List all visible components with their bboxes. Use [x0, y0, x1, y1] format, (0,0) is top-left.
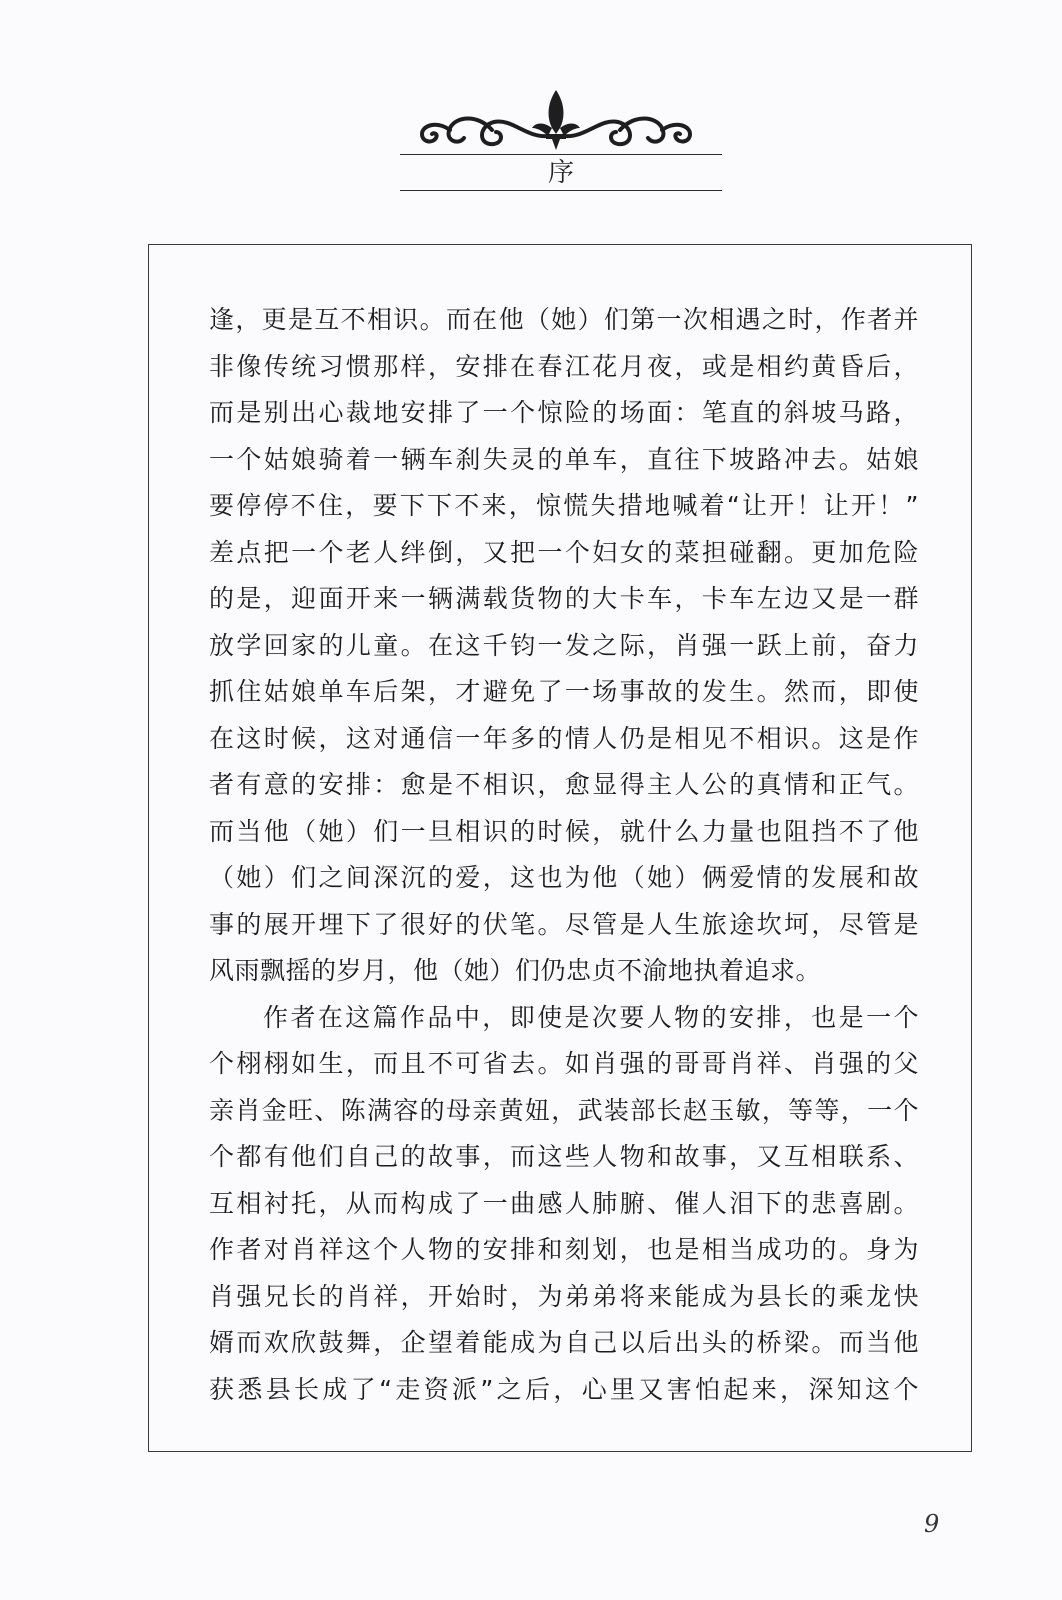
- text-line: 一个姑娘骑着一辆车刹失灵的单车，直往下坡路冲去。姑娘: [209, 444, 919, 474]
- text-frame: [148, 244, 972, 1452]
- text-line: 逢，更是互不相识。而在他（她）们第一次相遇之时，作者并: [209, 305, 919, 334]
- text-line: 事的展开埋下了很好的伏笔。尽管是人生旅途坎坷，尽管是: [209, 909, 919, 939]
- text-line: 抓住姑娘单车后架，才避免了一场事故的发生。然而，即使: [209, 677, 919, 706]
- fleur-de-lis-ornament-icon: [416, 88, 696, 154]
- text-line: 互相衬托，从而构成了一曲感人肺腑、催人泪下的悲喜剧。: [209, 1188, 919, 1218]
- section-title: 序: [547, 158, 574, 188]
- text-line: 个栩栩如生，而且不可省去。如肖强的哥哥肖祥、肖强的父: [209, 1049, 919, 1078]
- text-line: 个都有他们自己的故事，而这些人物和故事，又互相联系、: [209, 1142, 919, 1171]
- text-line: 非像传统习惯那样，安排在春江花月夜，或是相约黄昏后，: [209, 351, 919, 381]
- body-text: [209, 297, 919, 1413]
- title-bottom-rule: [400, 190, 722, 191]
- text-line: 肖强兄长的肖祥，开始时，为弟弟将来能成为县长的乘龙快: [209, 1281, 919, 1311]
- text-line: 亲肖金旺、陈满容的母亲黄妞，武装部长赵玉敏，等等，一个: [209, 1095, 919, 1125]
- text-line: 作者在这篇作品中，即使是次要人物的安排，也是一个: [263, 1002, 919, 1032]
- text-line: 而是别出心裁地安排了一个惊险的场面：笔直的斜坡马路，: [209, 398, 919, 427]
- text-line: （她）们之间深沉的爱，这也为他（她）俩爱情的发展和故: [209, 863, 919, 892]
- text-line: 差点把一个老人绊倒，又把一个妇女的菜担碰翻。更加危险: [209, 537, 919, 567]
- text-line: 而当他（她）们一旦相识的时候，就什么力量也阻挡不了他: [209, 816, 919, 846]
- text-line: 在这时候，这对通信一年多的情人仍是相见不相识。这是作: [209, 723, 919, 753]
- text-line: 放学回家的儿童。在这千钧一发之际，肖强一跃上前，奋力: [209, 630, 919, 660]
- text-line: 婿而欢欣鼓舞，企望着能成为自己以后出头的桥梁。而当他: [209, 1328, 919, 1357]
- text-line: 要停停不住，要下下不来，惊慌失措地喊着“让开！让开！”: [209, 491, 919, 520]
- text-line: 的是，迎面开来一辆满载货物的大卡车，卡车左边又是一群: [209, 584, 919, 613]
- text-line: 风雨飘摇的岁月，他（她）们仍忠贞不渝地执着追求。: [209, 956, 822, 985]
- title-top-rule: [400, 154, 722, 155]
- page-header: [0, 0, 1062, 200]
- text-line: 作者对肖祥这个人物的安排和刻划，也是相当成功的。身为: [209, 1235, 919, 1264]
- text-line: 者有意的安排：愈是不相识，愈显得主人公的真情和正气。: [209, 770, 919, 799]
- page-number: 9: [924, 1510, 940, 1538]
- text-line: 获悉县长成了“走资派”之后，心里又害怕起来，深知这个: [209, 1374, 919, 1404]
